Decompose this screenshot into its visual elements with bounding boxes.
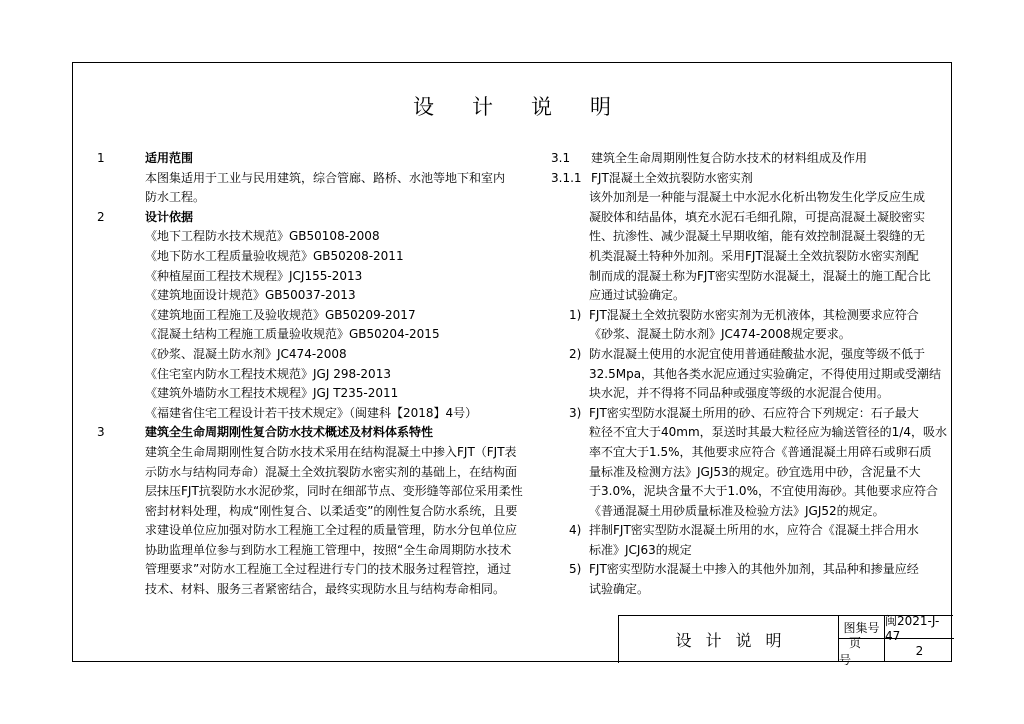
text-line: 凝胶体和结晶体，填充水泥石毛细孔隙，可提高混凝土凝胶密实 <box>589 209 926 224</box>
list-item-line <box>551 384 943 404</box>
text-line: 《建筑地面工程施工及验收规范》GB50209-2017 <box>145 307 416 322</box>
text-line: 本图集适用于工业与民用建筑，综合管廊、路桥、水池等地下和室内 <box>145 170 506 185</box>
list-item-text: 块水泥，并不得将不同品种或强度等级的水泥混合使用。 <box>589 386 890 401</box>
list-item-line <box>551 404 943 424</box>
section-number: 1 <box>97 151 105 165</box>
list-item-number: 2) <box>569 346 582 361</box>
list-item-line <box>551 423 947 443</box>
text-line: 建筑全生命周期刚性复合防水技术采用在结构混凝土中掺入FJT（FJT表 <box>145 444 517 459</box>
list-item-line <box>551 443 943 463</box>
list-item-text: 粒径不宜大于40mm，泵送时其最大粒径应为输送管径的1/4，吸水 <box>589 425 947 440</box>
section-number: 3 <box>97 425 105 440</box>
left-column <box>97 149 549 600</box>
list-item-text: FJT密实型防水混凝土所用的砂、石应符合下列规定：石子最大 <box>589 405 919 420</box>
page-number-value: 2 <box>915 643 924 658</box>
list-item-line <box>551 502 943 522</box>
subsection-title: 建筑全生命周期刚性复合防水技术的材料组成及作用 <box>591 151 868 165</box>
list-item-text: 试验确定。 <box>589 582 650 597</box>
list-item-text: 于3.0%，泥块含量不大于1.0%，不宜使用海砂。其他要求应符合 <box>589 484 938 499</box>
list-item-number: 1) <box>569 307 582 322</box>
text-line: 密封材料处理，构成“刚性复合、以柔适变”的刚性复合防水系统，且要 <box>145 503 518 518</box>
text-line: 应通过试验确定。 <box>589 288 686 303</box>
list-item-text: FJT密实型防水混凝土中掺入的其他外加剂，其品种和掺量应经 <box>589 562 919 577</box>
page-number-label: 页号 <box>839 639 885 662</box>
list-item-line <box>551 482 943 502</box>
text-line: 《住宅室内防水工程技术规范》JGJ 298-2013 <box>145 366 391 381</box>
text-line: 《建筑地面设计规范》GB50037-2013 <box>145 288 356 303</box>
text-line: 制而成的混凝土称为FJT密实型防水混凝土，混凝土的施工配合比 <box>589 268 931 283</box>
list-item-number: 5) <box>569 562 582 577</box>
subsection-number: 3.1.1 <box>551 170 582 185</box>
text-line: 求建设单位应加强对防水工程施工全过程的质量管理，防水分包单位应 <box>145 523 518 538</box>
text-line: 性、抗渗性、减少混凝土早期收缩，能有效控制混凝土裂缝的无 <box>589 229 926 244</box>
text-line: 协助监理单位参与到防水工程施工管理中，按照“全生命周期防水技术 <box>145 542 512 557</box>
subsection-number: 3.1 <box>551 151 571 165</box>
list-item-line <box>551 325 943 345</box>
atlas-number-label: 图集号 <box>839 616 885 639</box>
text-line: 防水工程。 <box>145 190 206 205</box>
drawing-sheet <box>72 62 952 667</box>
list-item-text: 率不宜大于1.5%，其他要求应符合《普通混凝土用碎石或卵石质 <box>589 444 932 459</box>
list-item-line <box>551 580 943 600</box>
list-item-text: 《普通混凝土用砂质量标准及检验方法》JGJ52的规定。 <box>589 503 885 518</box>
list-item-line <box>551 560 943 580</box>
page-title: 设计说明 <box>413 95 649 119</box>
atlas-number-value: 闽2021-J-47 <box>885 616 954 639</box>
text-line: 层抹压FJT抗裂防水水泥砂浆，同时在细部节点、变形缝等部位采用柔性 <box>145 484 523 499</box>
list-item-line <box>551 463 943 483</box>
text-line: 该外加剂是一种能与混凝土中水泥水化析出物发生化学反应生成 <box>589 190 926 205</box>
section-title: 适用范围 <box>145 151 194 165</box>
text-line: 技术、材料、服务三者紧密结合，最终实现防水且与结构寿命相同。 <box>145 582 506 597</box>
list-item-text: 拌制FJT密实型防水混凝土所用的水，应符合《混凝土拌合用水 <box>589 523 919 538</box>
subsection-title: FJT混凝土全效抗裂防水密实剂 <box>591 170 753 185</box>
list-item-text: 防水混凝土使用的水泥宜使用普通硅酸盐水泥，强度等级不低于 <box>589 346 926 361</box>
right-column <box>551 149 947 600</box>
list-item-text: FJT混凝土全效抗裂防水密实剂为无机液体，其检测要求应符合 <box>589 307 919 322</box>
text-line: 《砂浆、混凝土防水剂》JC474-2008 <box>145 346 347 361</box>
section-number: 2 <box>97 209 105 224</box>
title-block-name: 设计说明 <box>619 616 839 662</box>
list-item-line <box>551 521 943 541</box>
list-item-line <box>551 541 943 561</box>
list-item-line <box>551 365 943 385</box>
text-line: 《地下防水工程质量验收规范》GB50208-2011 <box>145 248 404 263</box>
text-line: 《地下工程防水技术规范》GB50108-2008 <box>145 229 380 244</box>
text-line: 《混凝土结构工程施工质量验收规范》GB50204-2015 <box>145 327 440 342</box>
section-title: 建筑全生命周期刚性复合防水技术概述及材料体系特性 <box>145 425 434 440</box>
list-item-line <box>551 306 943 326</box>
text-line: 机类混凝土特种外加剂。采用FJT混凝土全效抗裂防水密实剂配 <box>589 248 919 263</box>
text-line: 示防水与结构同寿命）混凝土全效抗裂防水密实剂的基础上，在结构面 <box>145 464 518 479</box>
text-line: 《建筑外墙防水工程技术规程》JGJ T235-2011 <box>145 386 399 401</box>
list-item-number: 4) <box>569 523 582 538</box>
text-line: 管理要求”对防水工程施工全过程进行专门的技术服务过程管控，通过 <box>145 562 512 577</box>
section-heading <box>97 423 549 443</box>
list-item-text: 《砂浆、混凝土防水剂》JC474-2008规定要求。 <box>589 327 851 342</box>
list-item-line <box>551 345 943 365</box>
text-line: 《福建省住宅工程设计若干技术规定》（闽建科【2018】4号） <box>145 405 478 420</box>
subsection-heading <box>551 149 943 169</box>
list-item-number: 3) <box>569 405 582 420</box>
section-heading <box>97 149 549 169</box>
text-line: 《种植屋面工程技术规程》JCJ155-2013 <box>145 268 363 283</box>
title-block <box>618 613 953 667</box>
list-item-text: 标准》JCJ63的规定 <box>589 542 692 557</box>
list-item-text: 量标准及检测方法》JGJ53的规定。砂宜选用中砂，含泥量不大 <box>589 464 921 479</box>
subsection-heading <box>551 169 943 189</box>
section-heading <box>97 208 549 228</box>
list-item-text: 32.5Mpa，其他各类水泥应通过实验确定，不得使用过期或受潮结 <box>589 366 942 381</box>
section-title: 设计依据 <box>145 209 194 224</box>
